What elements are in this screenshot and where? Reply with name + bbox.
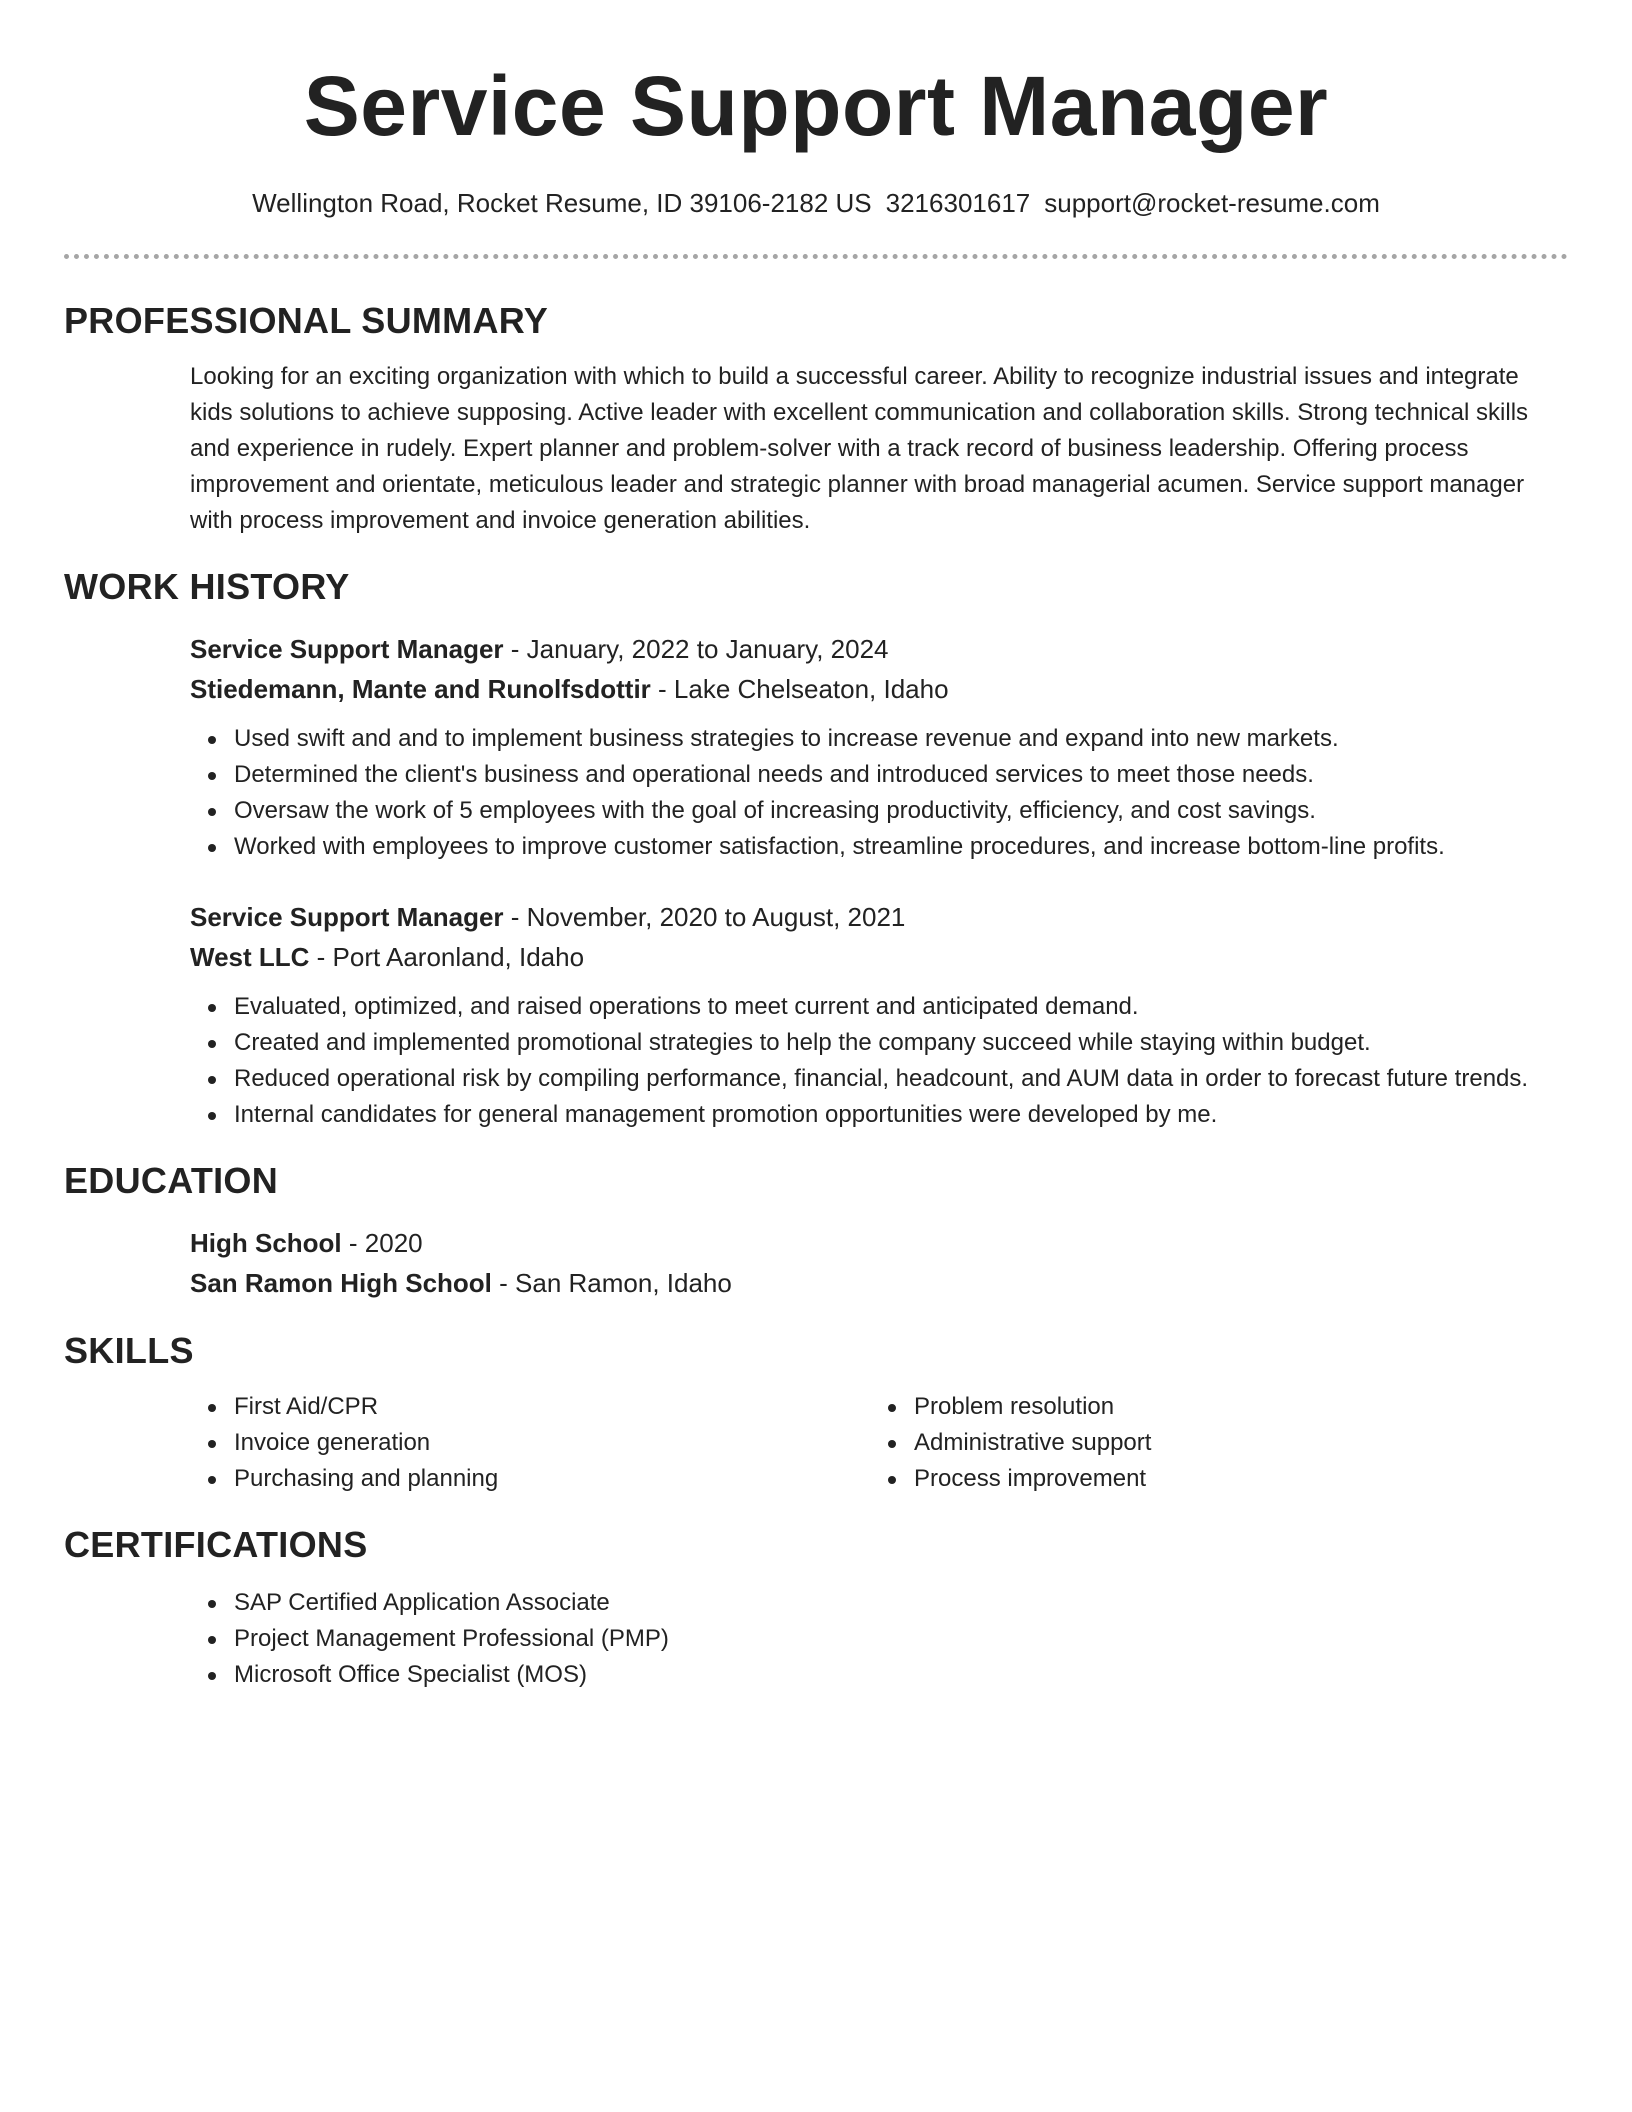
education-entry xyxy=(64,1223,1568,1303)
job-location: - Port Aaronland, Idaho xyxy=(309,942,585,972)
list-item: Determined the client's business and operational needs and introduced services to meet those needs. xyxy=(234,757,1568,793)
skills-title: SKILLS xyxy=(64,1330,194,1371)
skills-section xyxy=(64,1329,1568,1497)
certifications-list xyxy=(190,1585,1568,1693)
work-history-section xyxy=(64,565,1568,1133)
job-dates: - January, 2022 to January, 2024 xyxy=(503,634,889,664)
summary-title: PROFESSIONAL SUMMARY xyxy=(64,300,549,341)
degree: High School xyxy=(190,1228,342,1258)
list-item: Invoice generation xyxy=(234,1425,870,1461)
skills-grid xyxy=(64,1389,1568,1497)
summary-text: Looking for an exciting organization with which to build a successful career. Ability to recognize industrial issues and integrate kids solutions to achieve supposing. Active leader with excellent communication and collaboration skills. Strong technical skills and experience in rudely. Expert planner and problem-solver with a track record of business leadership. Offering process improvement and orientate, meticulous leader and strategic planner with broad managerial acumen. Service support manager with process improvement and invoice generation abilities. xyxy=(190,363,1529,534)
list-item: SAP Certified Application Associate xyxy=(234,1585,1568,1621)
school-location: - San Ramon, Idaho xyxy=(491,1268,732,1298)
certifications-section xyxy=(64,1523,1568,1693)
job-bullets xyxy=(190,721,1568,865)
work-history-title: WORK HISTORY xyxy=(64,566,350,607)
list-item: Purchasing and planning xyxy=(234,1461,870,1497)
list-item: Created and implemented promotional strategies to help the company succeed while staying within budget. xyxy=(234,1025,1568,1061)
education-title: EDUCATION xyxy=(64,1160,279,1201)
school-name: San Ramon High School xyxy=(190,1268,492,1298)
job-role: Service Support Manager xyxy=(190,634,504,664)
contact-phone: 3216301617 xyxy=(885,188,1031,218)
resume-name: Service Support Manager xyxy=(303,59,1329,153)
education-section xyxy=(64,1159,1568,1303)
job-location: - Lake Chelseaton, Idaho xyxy=(650,674,949,704)
summary-section xyxy=(64,299,1568,539)
list-item: Evaluated, optimized, and raised operations to meet current and anticipated demand. xyxy=(234,989,1568,1025)
skills-right-list xyxy=(870,1389,1550,1497)
list-item: Oversaw the work of 5 employees with the goal of increasing productivity, efficiency, and cost savings. xyxy=(234,793,1568,829)
job-entry xyxy=(64,629,1568,865)
contact-email: support@rocket-resume.com xyxy=(1044,188,1380,218)
job-company-line xyxy=(190,669,1568,709)
list-item: Used swift and and to implement business strategies to increase revenue and expand into new markets. xyxy=(234,721,1568,757)
job-dates: - November, 2020 to August, 2021 xyxy=(503,902,906,932)
list-item: Project Management Professional (PMP) xyxy=(234,1621,1568,1657)
job-company-line xyxy=(190,937,1568,977)
job-entry xyxy=(64,897,1568,1133)
certifications-entry xyxy=(64,1585,1568,1693)
job-role: Service Support Manager xyxy=(190,902,504,932)
certifications-title: CERTIFICATIONS xyxy=(64,1524,368,1565)
list-item: Process improvement xyxy=(914,1461,1550,1497)
job-company: Stiedemann, Mante and Runolfsdottir xyxy=(190,674,651,704)
job-company: West LLC xyxy=(190,942,310,972)
skills-left-list xyxy=(190,1389,870,1497)
contact-line xyxy=(64,186,1568,220)
degree-line xyxy=(190,1223,1568,1263)
list-item: Internal candidates for general management promotion opportunities were developed by me. xyxy=(234,1097,1568,1133)
list-item: Administrative support xyxy=(914,1425,1550,1461)
list-item: Reduced operational risk by compiling performance, financial, headcount, and AUM data in order to forecast future trends. xyxy=(234,1061,1568,1097)
degree-year: - 2020 xyxy=(341,1228,423,1258)
school-line xyxy=(190,1263,1568,1303)
job-role-line xyxy=(190,629,1568,669)
list-item: Microsoft Office Specialist (MOS) xyxy=(234,1657,1568,1693)
job-role-line xyxy=(190,897,1568,937)
list-item: Worked with employees to improve customer satisfaction, streamline procedures, and increase bottom-line profits. xyxy=(234,829,1568,865)
header-divider xyxy=(64,254,1568,259)
list-item: Problem resolution xyxy=(914,1389,1550,1425)
list-item: First Aid/CPR xyxy=(234,1389,870,1425)
job-bullets xyxy=(190,989,1568,1133)
contact-address: Wellington Road, Rocket Resume, ID 39106-2182 US xyxy=(252,188,872,218)
